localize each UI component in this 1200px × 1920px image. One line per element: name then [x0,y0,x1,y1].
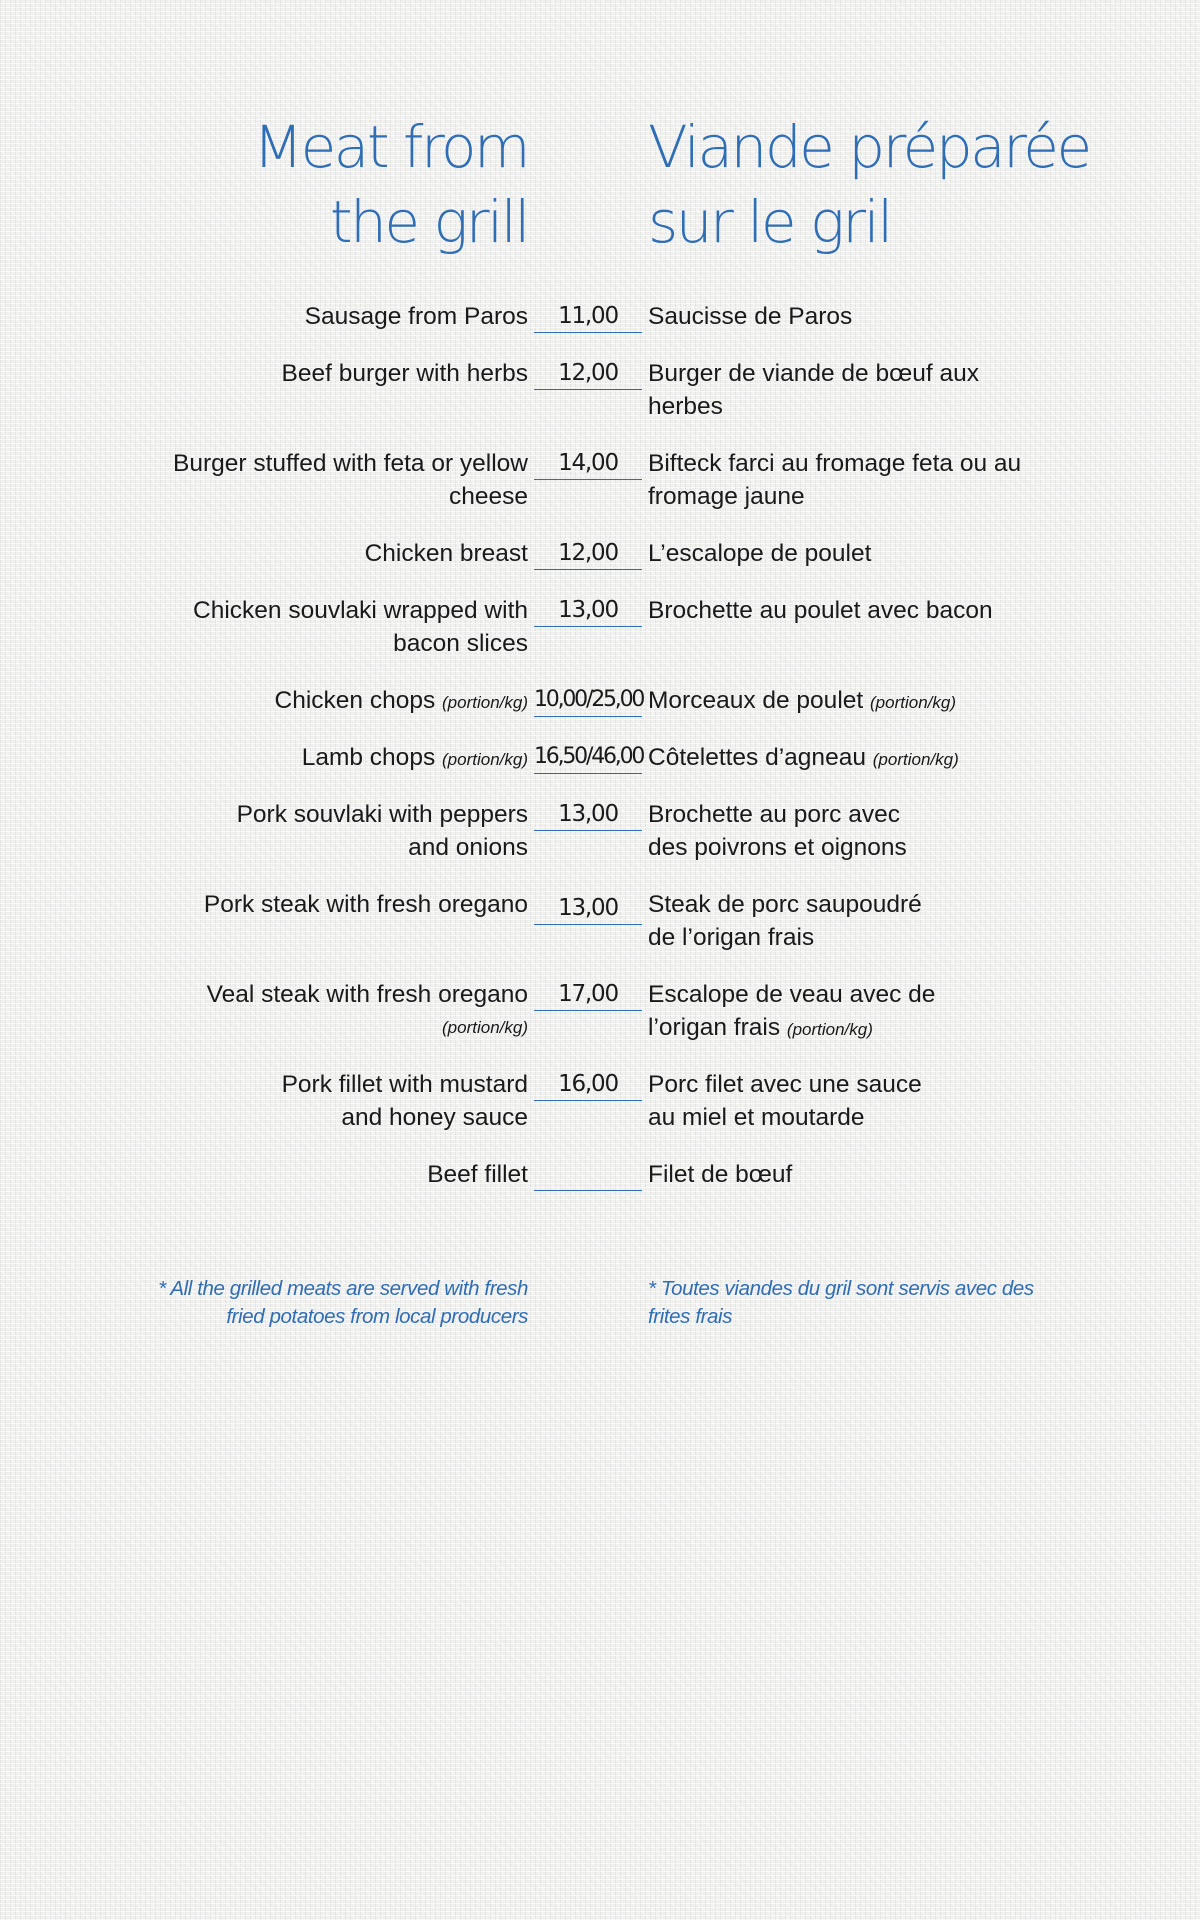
item-name-english: Veal steak with fresh oregano (portion/kg) [148,978,528,1044]
item-price: 13,00 [534,892,642,925]
item-price [534,1158,642,1191]
footnote-french: * Toutes viandes du gril sont servis avec des frites frais [648,1277,1034,1328]
item-price: 17,00 [534,978,642,1011]
portion-note: (portion/kg) [872,750,959,769]
title-french: Viande préparée sur le gril [648,113,1090,256]
item-price: 12,00 [534,357,642,390]
item-name-english: Beef fillet [427,1161,528,1188]
item-name-french: Burger de viande de bœuf aux herbes [648,360,979,420]
item-name-english: Chicken breast [364,540,528,567]
item-name-english: Chicken chops (portion/kg) [274,687,528,714]
item-price: 16,50/46,00 [534,741,642,774]
item-name-french: Brochette au porc avec des poivrons et oignons [648,801,907,861]
item-name-french: Steak de porc saupoudré de l’origan frais [648,891,922,951]
item-name-french: Escalope de veau avec de l’origan frais (portion/kg) [648,981,936,1041]
portion-note: (portion/kg) [786,1020,873,1039]
item-price: 13,00 [534,594,642,627]
item-name-french: Bifteck farci au fromage feta ou au fromage jaune [648,450,1022,510]
item-name-french: Porc filet avec une sauce au miel et moutarde [648,1071,922,1131]
portion-note: (portion/kg) [442,1018,528,1037]
portion-note: (portion/kg) [442,750,528,769]
item-name-french: Côtelettes d’agneau (portion/kg) [648,744,959,771]
item-price: 11,00 [534,300,642,333]
footnote-english: * All the grilled meats are served with fresh fried potatoes from local producers [158,1277,528,1328]
item-name-french: Saucisse de Paros [648,303,853,330]
item-name-french: Filet de bœuf [648,1161,793,1188]
item-name-english: Sausage from Paros [304,303,528,330]
item-name-french: Morceaux de poulet (portion/kg) [648,687,956,714]
item-name-english: Chicken souvlaki wrapped with bacon slices [193,597,528,657]
item-name-english: Pork fillet with mustard and honey sauce [281,1071,528,1131]
item-price: 13,00 [534,798,642,831]
item-name-english: Burger stuffed with feta or yellow cheese [173,450,528,510]
item-name-english: Pork souvlaki with peppers and onions [236,801,528,861]
item-name-french: Brochette au poulet avec bacon [648,597,993,624]
item-name-english: Beef burger with herbs [281,360,528,387]
item-name-english: Pork steak with fresh oregano [203,891,528,918]
title-english: Meat from the grill [253,113,528,256]
item-price: 14,00 [534,447,642,480]
item-name-french: L’escalope de poulet [648,540,872,567]
portion-note: (portion/kg) [870,693,956,712]
item-price: 16,00 [534,1068,642,1101]
portion-note: (portion/kg) [442,693,528,712]
item-price: 12,00 [534,537,642,570]
item-name-english: Lamb chops (portion/kg) [301,744,528,771]
item-price: 10,00/25,00 [534,684,642,717]
